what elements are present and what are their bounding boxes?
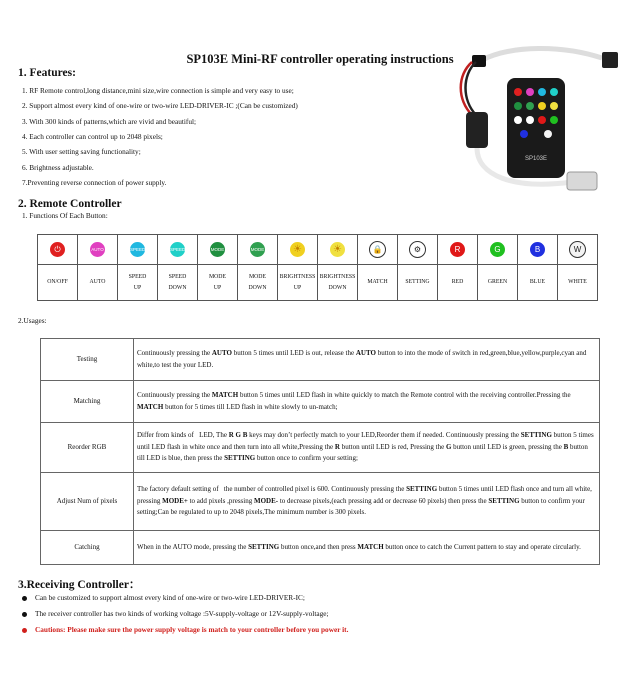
usage-row — [41, 473, 600, 531]
page-title: SP103E Mini-RF controller operating instructions — [186, 52, 454, 66]
usage-row — [41, 423, 600, 473]
usage-description: When in the AUTO mode, pressing the SETTING button once,and then press MATCH button once to catch the Current pattern to stay and operate circularly. — [134, 531, 600, 565]
button-icon-cell — [158, 235, 198, 265]
button-label-cell — [558, 265, 598, 301]
usage-name: Testing — [41, 339, 134, 381]
button-icon-cell — [238, 235, 278, 265]
remote-heading: 2. Remote Controller — [18, 198, 122, 210]
usage-row — [41, 339, 600, 381]
usage-description: Continuously pressing the MATCH button 5 times until LED flash in white quickly to match the Remote control with the receiving controller.Pressing the MATCH button for 5 times till LED flash in white slowly to un-match; — [134, 381, 600, 423]
button-label-line2: DOWN — [328, 284, 347, 291]
green-icon: G — [490, 242, 505, 257]
usage-description: Continuously pressing the AUTO button 5 times until LED is out, release the AUTO button to into the mode of switch in red,green,blue,yellow,purple,cyan and white,to test the your LED. — [134, 339, 600, 381]
button-label: SETTING — [405, 279, 430, 285]
blue-icon: B — [530, 242, 545, 257]
button-icon-cell — [558, 235, 598, 265]
bullet-icon — [22, 628, 27, 633]
button-icon-cell — [438, 235, 478, 265]
button-label: BRIGHTNESS — [319, 273, 356, 280]
usage-name: Catching — [41, 531, 134, 565]
feature-item: 4. Each controller can control up to 2048 pixels; — [22, 131, 163, 141]
usages-table — [40, 338, 600, 565]
lock-icon: 🔒 — [369, 241, 386, 258]
features-heading: 1. Features: — [18, 67, 76, 79]
button-icon-cell — [78, 235, 118, 265]
button-label: RED — [451, 279, 464, 285]
button-label-cell — [518, 265, 558, 301]
button-label: MODE — [248, 273, 267, 280]
button-icon-cell — [318, 235, 358, 265]
button-label-cell — [358, 265, 398, 301]
button-functions-table — [37, 234, 598, 301]
caution-note: Cautions: Please make sure the power supply voltage is match to your controller before you power it. — [22, 625, 348, 634]
usage-name: Adjust Num of pixels — [41, 473, 134, 531]
button-icon-cell — [118, 235, 158, 265]
button-label: SPEED — [168, 273, 187, 280]
photo-brand: SP103E — [524, 156, 548, 162]
usage-description: Differ from kinds of LED, The R G B keys may don’t perfectly match to your LED,Reorder them if needed. Continuously pressing the SETTING button 5 times until LED flash in white once and then turn into all white,Pressing the R button until LED is red, Pressing the G button until LED is green, pressing the B button till LED is blue, then press the SETTING button once to confirm your setting; — [134, 423, 600, 473]
speed-up-icon: SPEED — [130, 242, 145, 257]
white-icon: W — [569, 241, 586, 258]
usage-name: Matching — [41, 381, 134, 423]
gear-icon: ⚙ — [409, 241, 426, 258]
bullet-icon — [22, 612, 27, 617]
button-label-cell — [318, 265, 358, 301]
button-label: SPEED — [128, 273, 147, 280]
mode-up-icon: MODE — [210, 242, 225, 257]
auto-icon: AUTO — [90, 242, 105, 257]
mode-down-icon: MODE — [250, 242, 265, 257]
feature-item: 1. RF Remote control,long distance,mini size,wire connection is simple and very easy to use; — [22, 86, 294, 95]
button-label-cell — [478, 265, 518, 301]
bullet-icon — [22, 596, 27, 601]
speed-down-icon: SPEED — [170, 242, 185, 257]
button-label: MODE — [208, 273, 227, 280]
feature-item: 3. With 300 kinds of patterns,which are vivid and beautiful; — [22, 116, 197, 126]
feature-item: 2. Support almost every kind of one-wire or two-wire LED-DRIVER-IC ;(Can be customized) — [22, 101, 298, 111]
usages-heading: 2.Usages: — [18, 316, 47, 325]
feature-item: 7.Preventing reverse connection of power supply. — [22, 177, 167, 187]
receiving-item: Can be customized to support almost every kind of one-wire or two-wire LED-DRIVER-IC; — [22, 593, 305, 602]
button-label: BLUE — [529, 279, 546, 285]
receiving-item: The receiver controller has two kinds of working voltage :5V-supply-voltage or 12V-supply-voltage; — [22, 609, 329, 618]
button-label-cell — [438, 265, 478, 301]
button-icon-cell — [398, 235, 438, 265]
button-label-cell — [118, 265, 158, 301]
brightness-down-icon: ☀ — [330, 242, 345, 257]
product-photo — [452, 40, 627, 200]
power-icon: ⏻ — [50, 242, 65, 257]
button-label-cell — [78, 265, 118, 301]
button-label-line2: DOWN — [168, 284, 187, 291]
button-label-line2: UP — [133, 284, 142, 291]
button-label: WHITE — [568, 279, 587, 285]
button-label-line2: DOWN — [248, 284, 267, 291]
brightness-up-icon: ☀ — [290, 242, 305, 257]
red-icon: R — [450, 242, 465, 257]
button-label-cell — [238, 265, 278, 301]
button-icon-cell — [478, 235, 518, 265]
usage-description: The factory default setting of the number of controlled pixel is 600. Continuously pressing the SETTING button 5 times until LED flash once and turn all white, pressing MODE+ to add pixels ,pressing MODE- to decrease pixels,(each pressing add or decrease 60 pixels) then press the SETTING button to confirm your setting;Can be regulated to up to 2048 pixels,The minimum number is 300 pixels. — [134, 473, 600, 531]
usage-row — [41, 531, 600, 565]
button-icon-cell — [358, 235, 398, 265]
button-label-line2: UP — [293, 284, 302, 291]
button-label: MATCH — [367, 279, 388, 285]
button-icon-cell — [518, 235, 558, 265]
button-label-cell — [158, 265, 198, 301]
button-label: GREEN — [487, 279, 508, 285]
receiving-heading: 3.Receiving Controller： — [18, 579, 141, 591]
button-label-cell — [198, 265, 238, 301]
button-icon-cell — [278, 235, 318, 265]
button-label-cell — [398, 265, 438, 301]
button-label: BRIGHTNESS — [279, 273, 316, 280]
button-label: ON/OFF — [47, 279, 68, 285]
button-label-cell — [38, 265, 78, 301]
usage-name: Reorder RGB — [41, 423, 134, 473]
remote-subheading: 1. Functions Of Each Button: — [22, 211, 108, 220]
button-icon-cell — [38, 235, 78, 265]
button-label-cell — [278, 265, 318, 301]
button-label-line2: UP — [213, 284, 222, 291]
feature-item: 6. Brightness adjustable. — [22, 162, 94, 172]
button-icon-cell — [198, 235, 238, 265]
usage-row — [41, 381, 600, 423]
button-label: AUTO — [89, 279, 106, 285]
feature-item: 5. With user setting saving functionality; — [22, 147, 141, 157]
